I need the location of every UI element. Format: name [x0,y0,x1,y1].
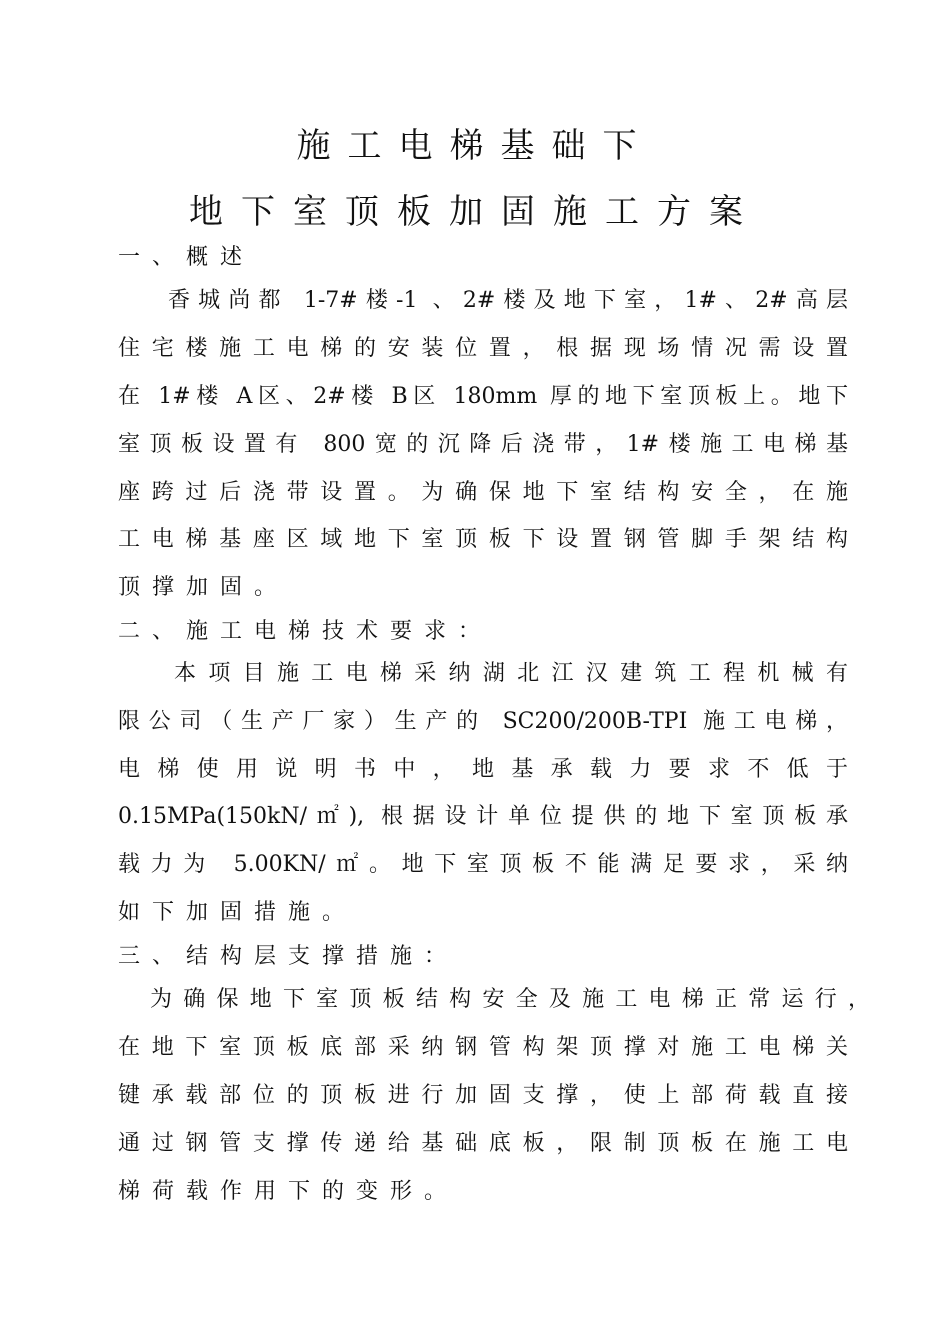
paragraph-line: 香城尚都 1-7#楼-1 、2#楼及地下室，1#、2#高层 [168,288,848,313]
paragraph-line: 顶撑加固。 [118,575,289,600]
paragraph-line: 限公司（生产厂家）生产的 SC200/200B-TPI 施工电梯， [118,709,848,734]
paragraph-line: 本项目施工电梯采纳湖北江汉建筑工程机械有 [174,661,848,686]
paragraph-line: 通过钢管支撑传递给基础底板，限制顶板在施工电 [118,1131,848,1156]
section-heading-requirements: 二、施工电梯技术要求： [118,619,493,644]
paragraph-line: 梯荷载作用下的变形。 [118,1179,459,1204]
section-heading-overview: 一、概述 [118,245,255,270]
paragraph-line: 在地下室顶板底部采纳钢管构架顶撑对施工电梯关 [118,1035,848,1060]
paragraph-line: 室顶板设置有 800宽的沉降后浇带，1#楼施工电梯基 [118,432,848,457]
paragraph-line: 键承载部位的顶板进行加固支撑，使上部荷载直接 [118,1083,848,1108]
paragraph-line: 电梯使用说明书中，地基承载力要求不低于 [118,757,848,782]
paragraph-line: 座跨过后浇带设置。为确保地下室结构安全，在施 [118,480,848,505]
paragraph-line: 为确保地下室顶板结构安全及施工电梯正常运行， [150,987,870,1012]
paragraph-line: 0.15MPa(150kN/㎡), 根据设计单位提供的地下室顶板承 [118,804,848,829]
document-title-line-1: 施工电梯基础下 [296,126,654,166]
paragraph-line: 在 1#楼 A区、2#楼 B区 180mm 厚的地下室顶板上。地下 [118,384,848,409]
paragraph-line: 工电梯基座区域地下室顶板下设置钢管脚手架结构 [118,527,848,552]
section-heading-support-measures: 三、结构层支撑措施： [118,944,459,969]
document-title-line-2: 地下室顶板加固施工方案 [189,192,761,232]
paragraph-line: 载力为 5.00KN/㎡。地下室顶板不能满足要求，采纳 [118,852,848,877]
paragraph-line: 如下加固措施。 [118,900,357,925]
paragraph-line: 住宅楼施工电梯的安装位置，根据现场情况需设置 [118,336,848,361]
